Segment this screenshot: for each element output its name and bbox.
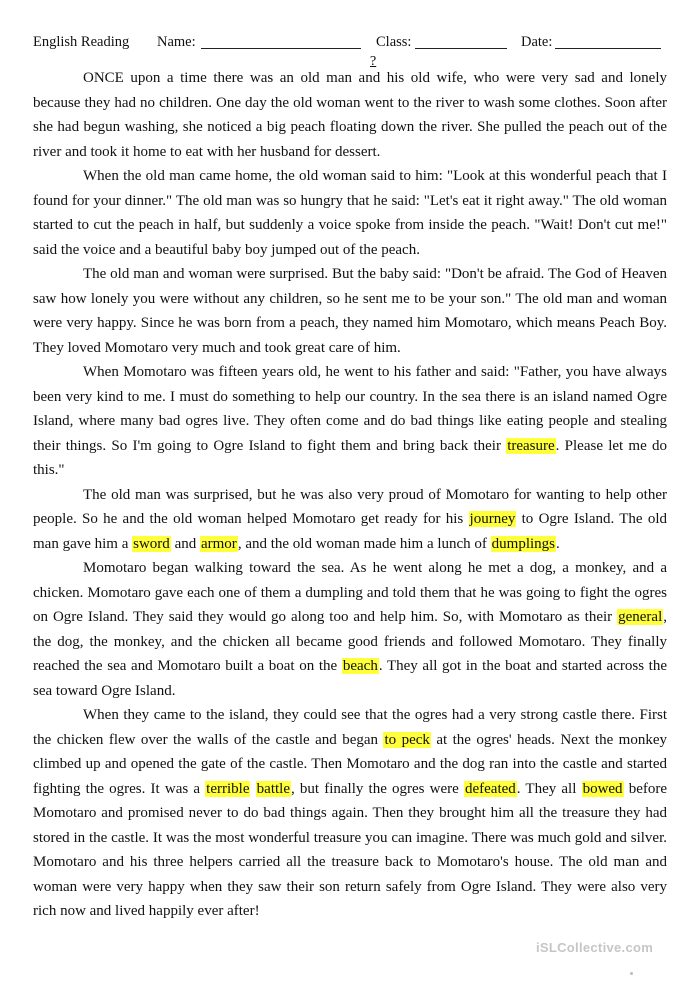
- paragraph-text: .: [556, 535, 560, 552]
- subject-label: English Reading: [33, 34, 130, 50]
- highlighted-vocab-word: dumplings: [491, 535, 556, 552]
- paragraph-text: Momotaro began walking toward the sea. As he went along he met a dog, a monkey, and a chicken. Momotaro gave each one of them a dumpling and told them that he was going to fight the ogres on Ogre Island. They said they would go along too and help him. So, with Momotaro as their: [33, 560, 667, 625]
- date-label: Date:: [521, 34, 553, 50]
- highlighted-vocab-word: battle: [256, 780, 290, 797]
- highlighted-vocab-word: journey: [469, 511, 516, 527]
- story-text: [33, 66, 667, 924]
- paragraph-text: before Momotaro and promised never to do bad things again. Then they brought him all the treasure they had stored in the castle. It was the most wonderful treasure you can imagine. There was much gold and silver. Momotaro and his three helpers carried all the treasure back to Momotaro's house. The old man and woman were very happy when they saw their son return safely from Ogre Island. They were also very rich now and lived happily ever after!: [33, 780, 668, 919]
- class-label: Class:: [376, 34, 412, 50]
- question-mark: ?: [370, 54, 377, 69]
- story-paragraph: [33, 483, 667, 557]
- paragraph-text: , and the old woman made him a lunch of: [237, 535, 491, 552]
- highlighted-vocab-word: armor: [200, 535, 237, 552]
- highlighted-vocab-word: bowed: [582, 780, 623, 797]
- decorative-dot: [630, 972, 633, 975]
- paragraph-text: at the ogres' heads. Next the monkey climbed up and opened the gate of the castle. Then Momotaro and the dog ran into the castle and started fighting the ogres. It was a: [33, 731, 667, 797]
- highlighted-vocab-word: terrible: [206, 780, 250, 797]
- story-paragraph: [33, 66, 667, 164]
- paragraph-text: , but finally the ogres were: [290, 780, 464, 797]
- highlighted-vocab-word: treasure: [507, 437, 555, 454]
- name-label: Name:: [157, 34, 196, 50]
- highlighted-vocab-word: to peck: [384, 731, 430, 748]
- paragraph-text: When Momotaro was fifteen years old, he went to his father and said: "Father, you have always been very kind to me. I must do something to help our country. In the sea there is an island named Ogre Island, where many bad ogres live. They often come and do bad things like eating people and stealing their things. So I'm going to Ogre Island to fight them and bring back their: [33, 364, 667, 454]
- story-paragraph: [33, 360, 667, 483]
- story-paragraph: [33, 703, 667, 924]
- paragraph-text: The old man was surprised, but he was also very proud of Momotaro for wanting to help other people. So he and the old woman helped Momotaro get ready for his: [33, 486, 667, 527]
- worksheet-header: [33, 34, 673, 54]
- highlighted-vocab-word: defeated: [464, 780, 516, 797]
- watermark: iSLCollective.com: [536, 940, 654, 955]
- highlighted-vocab-word: general: [618, 609, 663, 625]
- paragraph-text: . They all got in the boat and started across the sea toward Ogre Island.: [33, 658, 667, 699]
- highlighted-vocab-word: beach: [342, 658, 378, 674]
- story-paragraph: [33, 556, 667, 703]
- highlighted-vocab-word: sword: [133, 535, 170, 552]
- paragraph-text: The old man and woman were surprised. But the baby said: "Don't be afraid. The God of Heaven saw how lonely you were without any children, so he sent me to be your son." The old man and woman were very happy. Since he was born from a peach, they named him Momotaro, which means Peach Boy. They loved Momotaro very much and took great care of him.: [33, 266, 667, 356]
- paragraph-text: and: [170, 535, 200, 552]
- paragraph-text: to Ogre Island. The old man gave him a: [33, 511, 667, 552]
- paragraph-text: When the old man came home, the old woman said to him: "Look at this wonderful peach that I found for your dinner." The old man was so hungry that he said: "Let's eat it right away." The old woman started to cut the peach in half, but suddenly a voice spoke from inside the peach. "Wait! Don't cut me!" said the voice and a beautiful baby boy jumped out of the peach.: [33, 168, 667, 258]
- paragraph-text: When they came to the island, they could see that the ogres had a very strong castle there. First the chicken flew over the walls of the castle and began: [33, 707, 667, 748]
- paragraph-text: . They all: [516, 780, 582, 797]
- story-paragraph: [33, 164, 667, 262]
- paragraph-text: ONCE upon a time there was an old man and his old wife, who were very sad and lonely because they had no children. One day the old woman went to the river to wash some clothes. Soon after she had begun washing, she noticed a big peach floating down the river. She pulled the peach out of the river and took it home to eat with her husband for dessert.: [33, 70, 667, 160]
- paragraph-text: [250, 781, 255, 797]
- story-paragraph: [33, 262, 667, 360]
- paragraph-text: . Please let me do this.": [33, 437, 667, 478]
- paragraph-text: , the dog, the monkey, and the chicken all became good friends and followed Momotaro. They finally reached the sea and Momotaro built a boat on the: [33, 609, 667, 674]
